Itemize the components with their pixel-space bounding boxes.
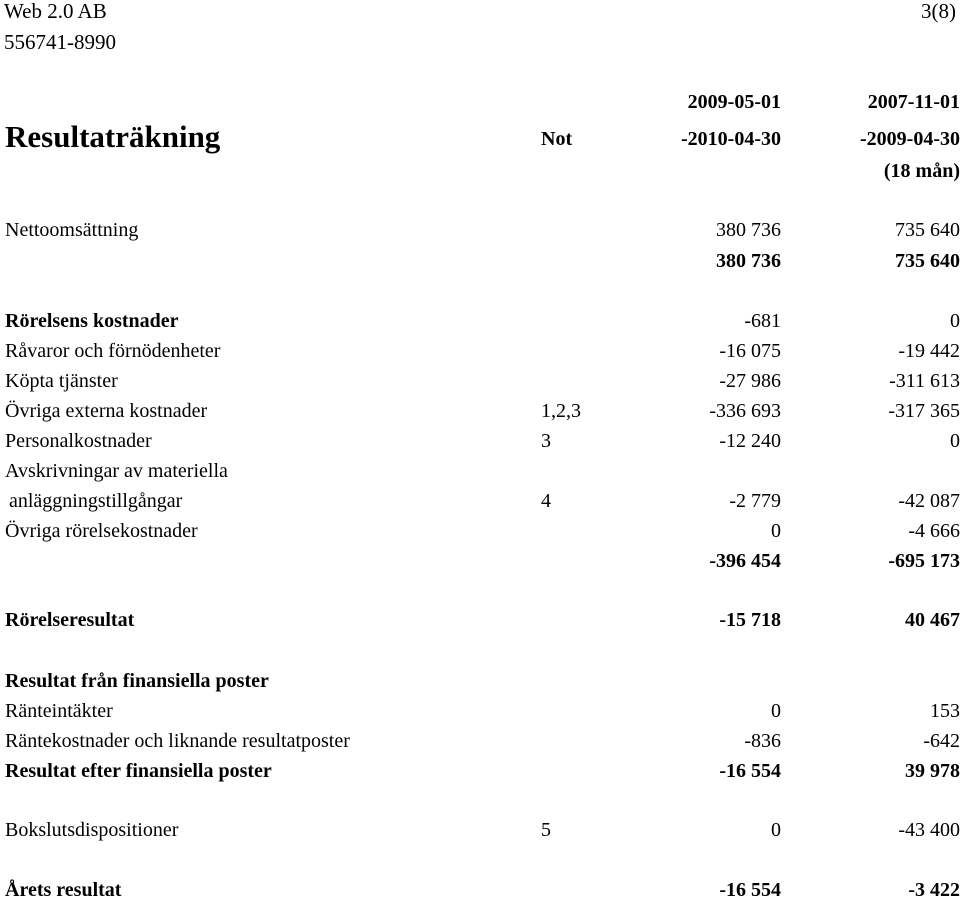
row-value-other-external-costs-p1: -336 693 bbox=[709, 400, 781, 422]
row-note-personnel-costs: 3 bbox=[541, 430, 551, 452]
row-value-interest-income-p2: 153 bbox=[930, 700, 960, 722]
row-value-other-operating-costs-p2: -4 666 bbox=[908, 520, 960, 542]
row-value-operating-costs-p2: 0 bbox=[950, 310, 960, 332]
row-label-result-after-financial: Resultat efter finansiella poster bbox=[5, 760, 272, 782]
org-number: 556741-8990 bbox=[4, 30, 116, 54]
row-label-appropriations: Bokslutsdispositioner bbox=[5, 819, 179, 841]
row-value-operating-result-p2: 40 467 bbox=[905, 609, 960, 631]
row-note-other-external-costs: 1,2,3 bbox=[541, 400, 581, 422]
row-value-result-after-financial-p2: 39 978 bbox=[905, 760, 960, 782]
row-value-raw-materials-p2: -19 442 bbox=[898, 340, 960, 362]
row-value-costs-subtotal-p1: -396 454 bbox=[709, 550, 781, 572]
row-label-financial-items-heading: Resultat från finansiella poster bbox=[5, 670, 269, 692]
row-value-other-operating-costs-p1: 0 bbox=[771, 520, 781, 542]
row-value-result-after-financial-p1: -16 554 bbox=[719, 760, 781, 782]
row-value-interest-income-p1: 0 bbox=[771, 700, 781, 722]
period2-start: 2007-11-01 bbox=[867, 91, 960, 113]
row-label-personnel-costs: Personalkostnader bbox=[5, 430, 152, 452]
row-label-interest-expenses: Räntekostnader och liknande resultatposter bbox=[5, 730, 350, 752]
row-label-purchased-services: Köpta tjänster bbox=[5, 370, 118, 392]
row-value-net-result-p2: -3 422 bbox=[908, 879, 960, 901]
row-label-other-operating-costs: Övriga rörelsekostnader bbox=[5, 520, 198, 542]
row-value-purchased-services-p1: -27 986 bbox=[719, 370, 781, 392]
row-label-operating-costs: Rörelsens kostnader bbox=[5, 310, 179, 332]
row-value-personnel-costs-p1: -12 240 bbox=[719, 430, 781, 452]
row-value-raw-materials-p1: -16 075 bbox=[719, 340, 781, 362]
company-name: Web 2.0 AB bbox=[4, 0, 107, 23]
row-value-net-sales-p2: 735 640 bbox=[895, 219, 960, 241]
row-value-appropriations-p2: -43 400 bbox=[898, 819, 960, 841]
row-label-net-result: Årets resultat bbox=[5, 879, 122, 901]
row-value-tangible-assets-p2: -42 087 bbox=[898, 490, 960, 512]
row-value-revenue-subtotal-p1: 380 736 bbox=[716, 250, 781, 272]
period2-end: -2009-04-30 bbox=[860, 128, 960, 150]
period1-start: 2009-05-01 bbox=[687, 91, 781, 113]
row-label-net-sales: Nettoomsättning bbox=[5, 219, 139, 241]
row-note-appropriations: 5 bbox=[541, 819, 551, 841]
row-label-other-external-costs: Övriga externa kostnader bbox=[5, 400, 208, 422]
row-note-tangible-assets: 4 bbox=[541, 490, 551, 512]
row-value-interest-expenses-p2: -642 bbox=[923, 730, 960, 752]
row-label-raw-materials: Råvaror och förnödenheter bbox=[5, 340, 221, 362]
row-value-purchased-services-p2: -311 613 bbox=[889, 370, 960, 392]
row-value-costs-subtotal-p2: -695 173 bbox=[888, 550, 960, 572]
row-value-interest-expenses-p1: -836 bbox=[744, 730, 781, 752]
note-header: Not bbox=[541, 128, 573, 150]
row-value-personnel-costs-p2: 0 bbox=[950, 430, 960, 452]
row-value-net-result-p1: -16 554 bbox=[719, 879, 781, 901]
row-value-operating-costs-p1: -681 bbox=[744, 310, 781, 332]
row-value-revenue-subtotal-p2: 735 640 bbox=[895, 250, 960, 272]
period2-duration: (18 mån) bbox=[883, 160, 960, 182]
row-label-tangible-assets: anläggningstillgångar bbox=[9, 490, 183, 512]
row-value-tangible-assets-p1: -2 779 bbox=[729, 490, 781, 512]
row-label-operating-result: Rörelseresultat bbox=[5, 609, 135, 631]
row-label-depreciation: Avskrivningar av materiella bbox=[5, 460, 228, 482]
page-title: Resultaträkning bbox=[5, 119, 221, 154]
period1-end: -2010-04-30 bbox=[681, 128, 781, 150]
row-label-interest-income: Ränteintäkter bbox=[5, 700, 113, 722]
row-value-operating-result-p1: -15 718 bbox=[719, 609, 781, 631]
row-value-net-sales-p1: 380 736 bbox=[716, 219, 781, 241]
row-value-other-external-costs-p2: -317 365 bbox=[888, 400, 960, 422]
row-value-appropriations-p1: 0 bbox=[771, 819, 781, 841]
page-number: 3(8) bbox=[921, 0, 956, 23]
